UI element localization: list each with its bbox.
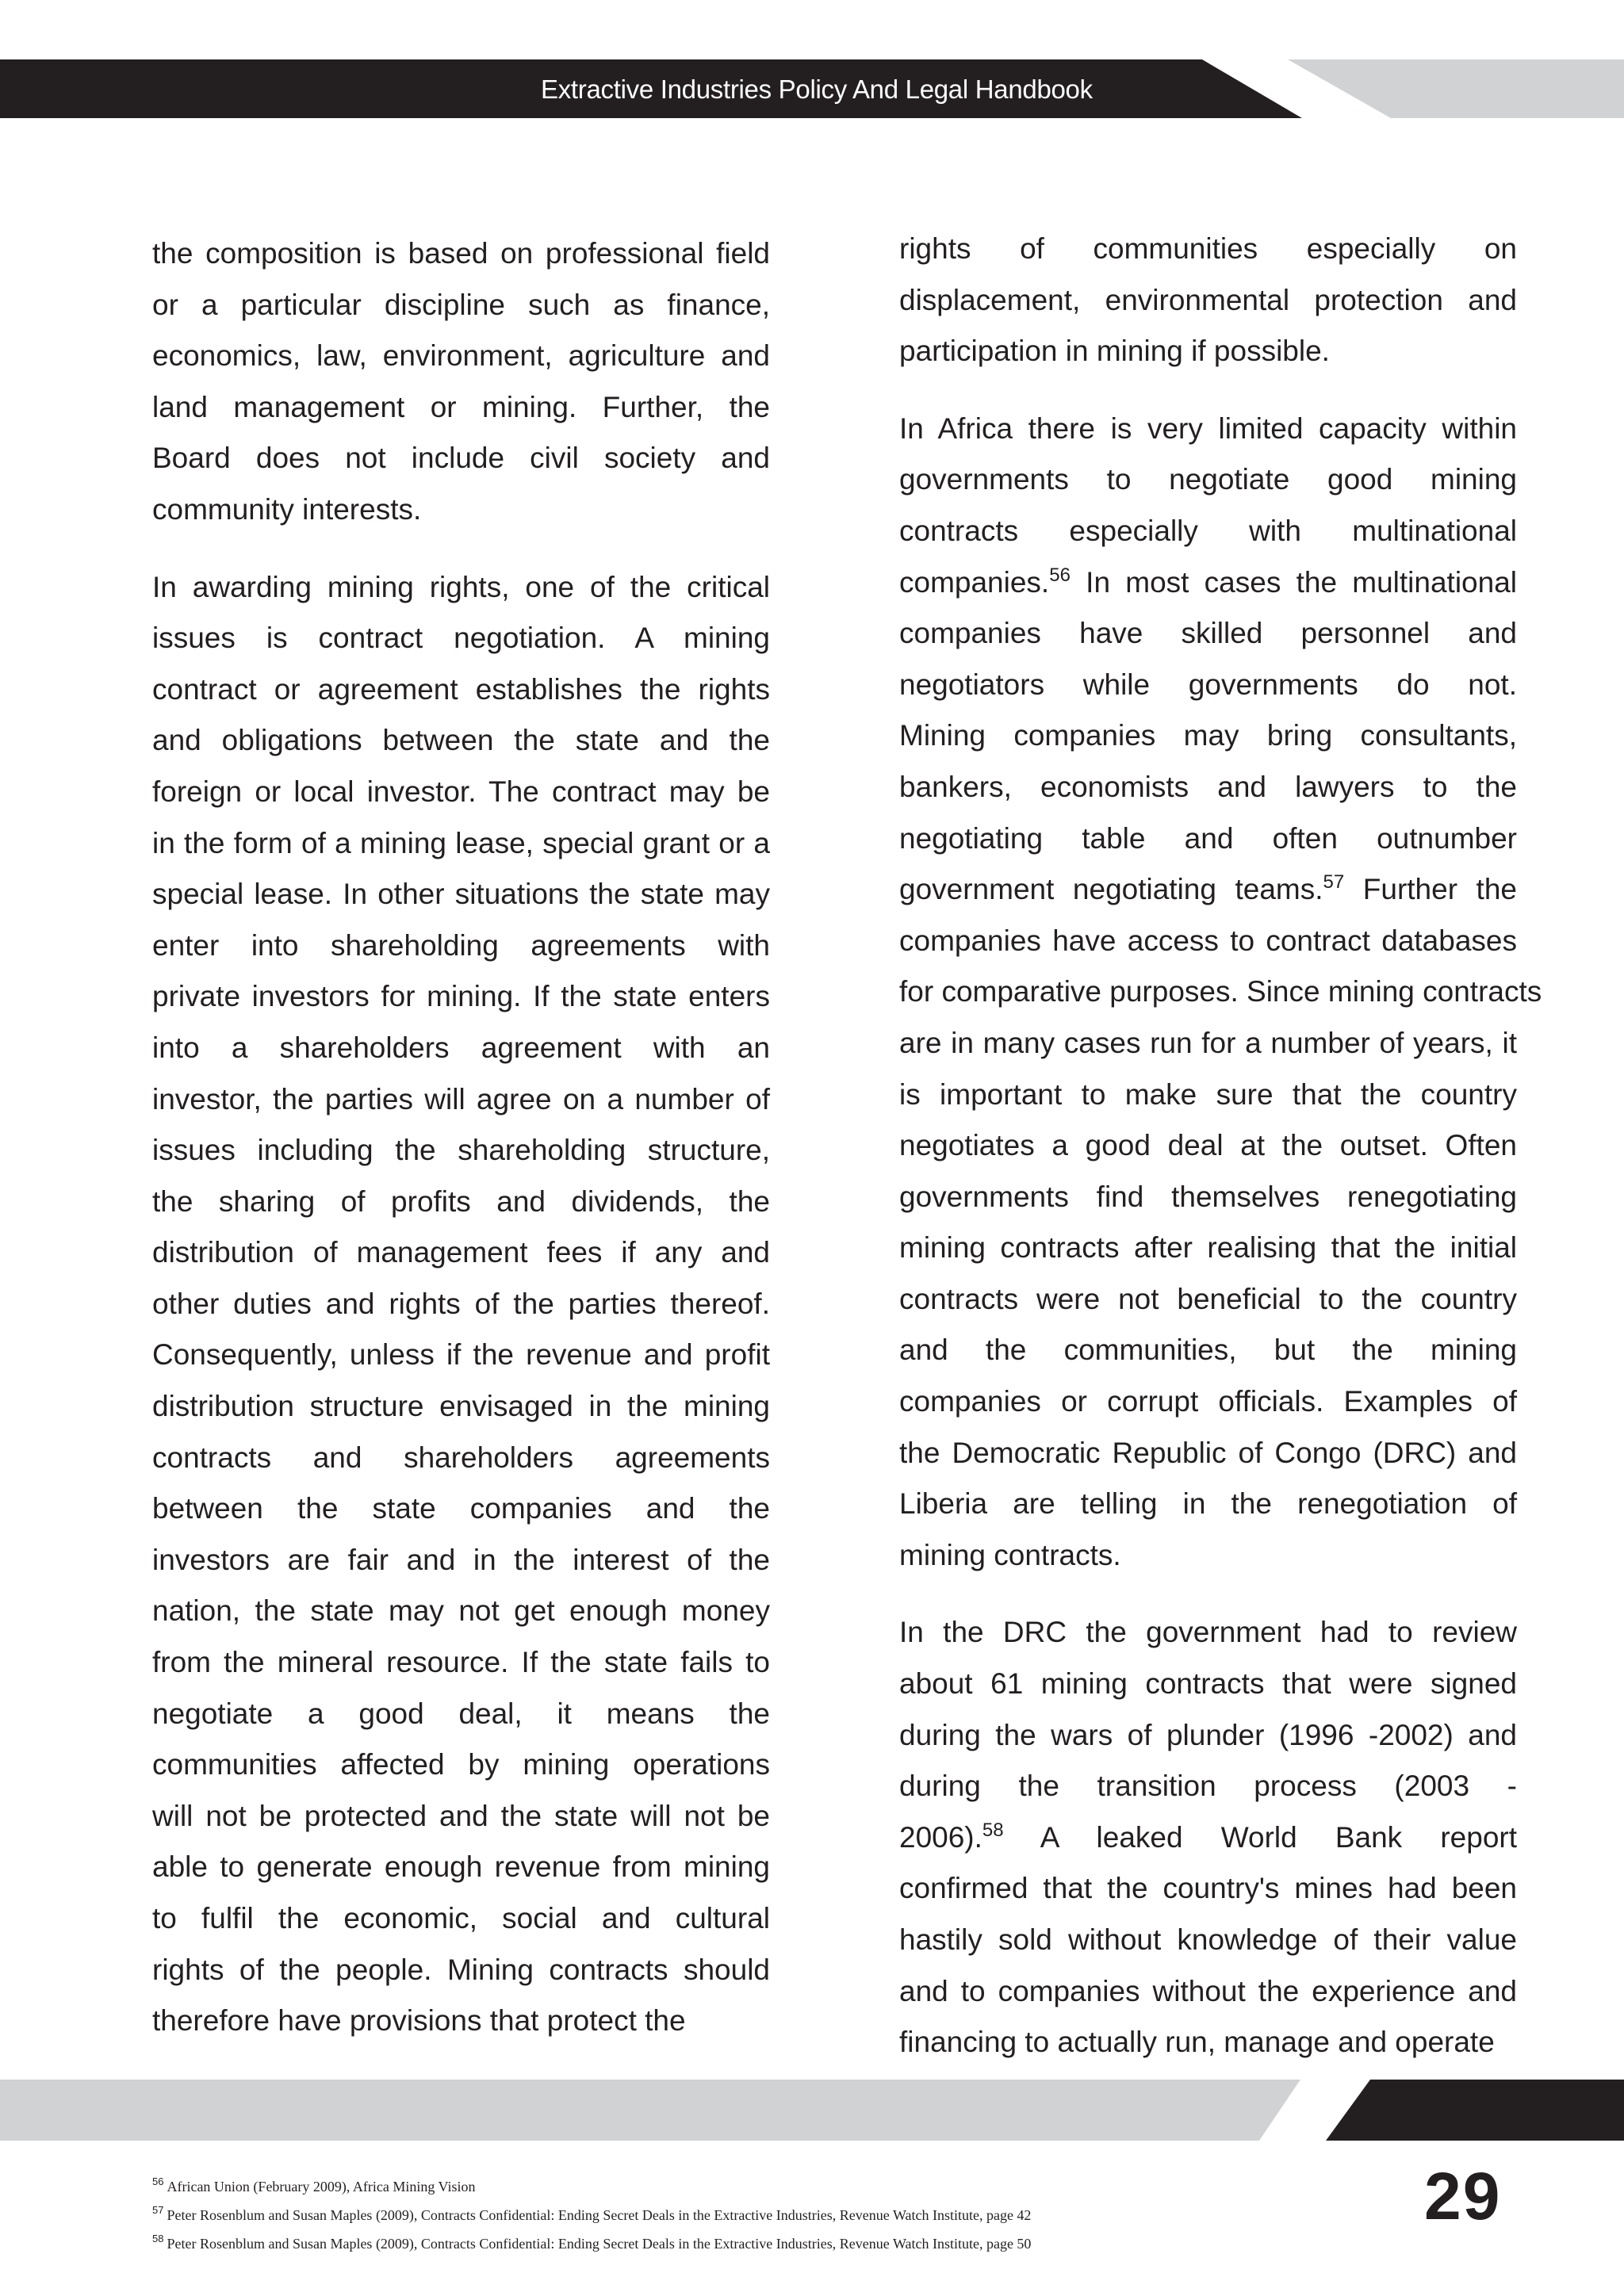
text-line: Liberia are telling in the renegotiation of xyxy=(899,1487,1517,1521)
text-line xyxy=(899,557,1517,609)
footnote-text: African Union (February 2009), Africa Mining Vision xyxy=(167,2179,476,2195)
page-number: 29 xyxy=(1424,2159,1502,2233)
text-line: companies have skilled personnel and xyxy=(899,617,1517,650)
text-line: will not be protected and the state will not be xyxy=(152,1799,770,1832)
line-text: A leaked World Bank report xyxy=(1003,1820,1517,1854)
text-line: between the state companies and the xyxy=(152,1492,770,1525)
text-line: Mining companies may bring consultants, xyxy=(899,719,1517,752)
text-line: is important to make sure that the country xyxy=(899,1077,1517,1111)
text-line: about 61 mining contracts that were signed xyxy=(899,1667,1517,1701)
text-line: nation, the state may not get enough money xyxy=(152,1594,770,1628)
text-line: contract or agreement establishes the rights xyxy=(152,672,770,706)
text-line: contracts were not beneficial to the country xyxy=(899,1282,1517,1315)
text-line: therefore have provisions that protect the xyxy=(152,2004,686,2038)
text-line: to fulfil the economic, social and cultural xyxy=(152,1902,770,1934)
text-line: companies have access to contract databases xyxy=(899,924,1517,957)
text-line: foreign or local investor. The contract may be xyxy=(152,775,770,808)
text-line: are in many cases run for a number of years, it xyxy=(899,1026,1517,1059)
paragraph xyxy=(899,1607,1517,2068)
text-line: and obligations between the state and the xyxy=(152,724,770,757)
text-line: In Africa there is very limited capacity within xyxy=(899,411,1517,445)
text-line: negotiate a good deal, it means the xyxy=(152,1697,770,1730)
footnote-text: Peter Rosenblum and Susan Maples (2009), Contracts Confidential: Ending Secret Deals in the Extractive Industries, Revenue Watch Institute, page 42 xyxy=(167,2207,1032,2223)
text-line: confirmed that the country's mines had been xyxy=(899,1872,1517,1905)
text-line: displacement, environmental protection and xyxy=(899,283,1517,316)
footnote xyxy=(152,2229,1031,2258)
text-line: land management or mining. Further, the xyxy=(152,390,770,423)
line-text: Further the xyxy=(1344,873,1517,906)
text-line: and the communities, but the mining xyxy=(899,1334,1517,1367)
text-line: in the form of a mining lease, special grant or a xyxy=(152,826,770,859)
footnotes xyxy=(152,2172,1031,2258)
text-line: rights of the people. Mining contracts should xyxy=(152,1953,770,1986)
footnote xyxy=(152,2172,1031,2201)
text-line: Board does not include civil society and xyxy=(152,442,770,475)
line-text: 2006). xyxy=(899,1820,982,1854)
text-line: from the mineral resource. If the state fails to xyxy=(152,1646,770,1679)
paragraph xyxy=(899,404,1542,1582)
text-line: into a shareholders agreement with an xyxy=(152,1031,770,1064)
footnote-number: 57 xyxy=(152,2204,164,2216)
text-line: distribution structure envisaged in the mining xyxy=(152,1390,770,1423)
footnote-text: Peter Rosenblum and Susan Maples (2009), Contracts Confidential: Ending Secret Deals in the Extractive Industries, Revenue Watch Institute, page 50 xyxy=(167,2236,1032,2252)
line-text: companies. xyxy=(899,565,1050,599)
footnote-reference: 57 xyxy=(1323,871,1345,894)
text-line xyxy=(899,1812,1517,1864)
left-column xyxy=(152,228,770,2073)
footnote xyxy=(152,2201,1031,2229)
paragraph xyxy=(152,562,770,2047)
text-line: negotiators while governments do not. xyxy=(899,668,1517,701)
text-line: governments find themselves renegotiating xyxy=(899,1180,1517,1213)
text-line: enter into shareholding agreements with xyxy=(152,928,770,962)
text-line: during the transition process (2003 - xyxy=(899,1770,1517,1803)
text-line: special lease. In other situations the state may xyxy=(152,878,770,911)
text-line: the sharing of profits and dividends, the xyxy=(152,1184,770,1218)
footnote-number: 56 xyxy=(152,2175,164,2187)
text-line: during the wars of plunder (1996 -2002) and xyxy=(899,1718,1517,1751)
paragraph xyxy=(899,224,1517,377)
text-line: other duties and rights of the parties thereof. xyxy=(152,1287,770,1320)
text-line: economics, law, environment, agriculture and xyxy=(152,339,770,373)
text-line: contracts especially with multinational xyxy=(899,514,1517,547)
text-line: for comparative purposes. Since mining contracts xyxy=(899,975,1542,1008)
footnote-number: 58 xyxy=(152,2233,164,2244)
paragraph xyxy=(152,228,770,536)
text-line: contracts and shareholders agreements xyxy=(152,1441,770,1474)
text-line: mining contracts after realising that the initial xyxy=(899,1231,1517,1265)
text-line: In awarding mining rights, one of the critical xyxy=(152,570,770,603)
text-line: the Democratic Republic of Congo (DRC) and xyxy=(899,1436,1517,1469)
text-line: communities affected by mining operations xyxy=(152,1748,770,1781)
text-line: rights of communities especially on xyxy=(899,232,1517,265)
text-line: participation in mining if possible. xyxy=(899,335,1330,368)
text-line: the composition is based on professional field xyxy=(152,237,770,270)
text-line: investor, the parties will agree on a number of xyxy=(152,1082,770,1115)
text-line: negotiates a good deal at the outset. Often xyxy=(899,1129,1517,1162)
text-line: community interests. xyxy=(152,492,422,526)
text-line: and to companies without the experience and xyxy=(899,1974,1517,2007)
line-text: In most cases the multinational xyxy=(1070,565,1517,599)
text-line: distribution of management fees if any and xyxy=(152,1236,770,1269)
text-line: mining contracts. xyxy=(899,1538,1121,1571)
footnote-reference: 56 xyxy=(1049,564,1071,586)
right-column xyxy=(899,224,1542,2095)
line-text: government negotiating teams. xyxy=(899,873,1323,906)
text-line: investors are fair and in the interest of the xyxy=(152,1543,770,1576)
footer-accent xyxy=(1326,2080,1624,2141)
text-line: hastily sold without knowledge of their value xyxy=(899,1923,1517,1956)
text-line: or a particular discipline such as finance, xyxy=(152,288,770,321)
text-line: able to generate enough revenue from mining xyxy=(152,1850,770,1884)
text-line: bankers, economists and lawyers to the xyxy=(899,770,1517,803)
text-line: issues is contract negotiation. A mining xyxy=(152,622,770,655)
header-accent xyxy=(1288,59,1624,118)
text-line: companies or corrupt officials. Examples of xyxy=(899,1385,1517,1418)
text-line: governments to negotiate good mining xyxy=(899,463,1517,496)
text-line: In the DRC the government had to review xyxy=(899,1616,1517,1649)
footer-bar xyxy=(0,2080,1300,2141)
running-header-title: Extractive Industries Policy And Legal Handbook xyxy=(541,75,1093,104)
footnote-reference: 58 xyxy=(982,1819,1004,1841)
text-line: financing to actually run, manage and operate xyxy=(899,2026,1495,2059)
text-line: private investors for mining. If the state enters xyxy=(152,980,770,1013)
text-line: Consequently, unless if the revenue and profit xyxy=(152,1338,770,1372)
text-line xyxy=(899,864,1517,916)
text-line: issues including the shareholding structure, xyxy=(152,1134,770,1167)
text-line: negotiating table and often outnumber xyxy=(899,821,1517,855)
